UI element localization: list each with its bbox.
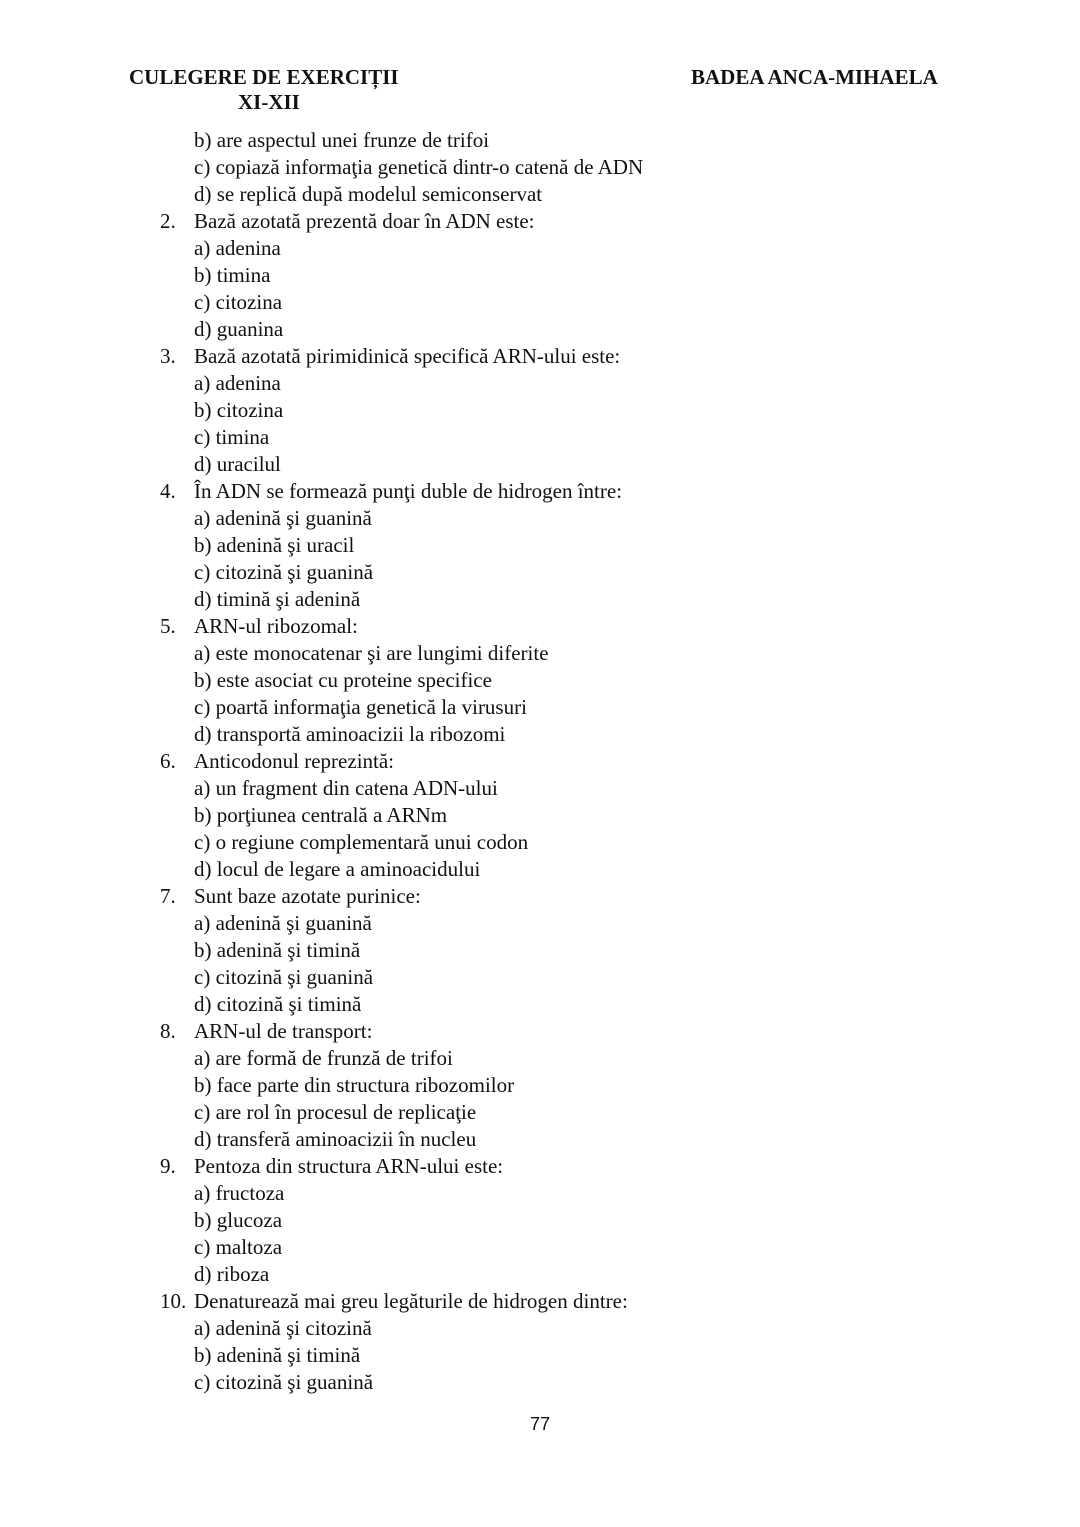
option-text: b) glucoza bbox=[194, 1208, 283, 1232]
option-text: c) citozină şi guanină bbox=[194, 560, 374, 584]
option-text: c) poartă informaţia genetică la virusuri bbox=[194, 695, 527, 719]
option-text: c) copiază informaţia genetică dintr-o catenă de ADN bbox=[194, 155, 644, 179]
question-text: Bază azotată prezentă doar în ADN este: bbox=[194, 209, 535, 233]
option-text: a) adenină şi guanină bbox=[194, 911, 372, 935]
option-text: a) adenina bbox=[194, 236, 281, 260]
option-text: c) citozina bbox=[194, 290, 283, 314]
question-text: ARN-ul de transport: bbox=[194, 1019, 373, 1043]
option-text: b) face parte din structura ribozomilor bbox=[194, 1073, 515, 1097]
option-text: c) are rol în procesul de replicaţie bbox=[194, 1100, 477, 1124]
question-number: 7. bbox=[160, 884, 176, 908]
header-title: CULEGERE DE EXERCIȚII bbox=[129, 65, 399, 89]
option-text: b) porţiunea centrală a ARNm bbox=[194, 803, 448, 827]
question-text: În ADN se formează punţi duble de hidrogen între: bbox=[194, 479, 623, 503]
question-number: 5. bbox=[160, 614, 176, 638]
option-text: b) adenină şi uracil bbox=[194, 533, 355, 557]
option-text: c) citozină şi guanină bbox=[194, 965, 374, 989]
option-text: d) transportă aminoacizii la ribozomi bbox=[194, 722, 506, 746]
option-text: b) este asociat cu proteine specifice bbox=[194, 668, 492, 692]
question-text: ARN-ul ribozomal: bbox=[194, 614, 358, 638]
option-text: d) uracilul bbox=[194, 452, 281, 476]
question-number: 3. bbox=[160, 344, 176, 368]
option-text: a) adenină şi citozină bbox=[194, 1316, 372, 1340]
option-text: c) maltoza bbox=[194, 1235, 283, 1259]
header-grade: XI-XII bbox=[238, 90, 300, 114]
option-text: c) citozină şi guanină bbox=[194, 1370, 374, 1394]
question-number: 6. bbox=[160, 749, 176, 773]
option-text: a) adenina bbox=[194, 371, 281, 395]
option-text: d) riboza bbox=[194, 1262, 270, 1286]
option-text: d) guanina bbox=[194, 317, 284, 341]
option-text: d) locul de legare a aminoacidului bbox=[194, 857, 481, 881]
question-text: Anticodonul reprezintă: bbox=[194, 749, 395, 773]
option-text: a) are formă de frunză de trifoi bbox=[194, 1046, 453, 1070]
question-number: 4. bbox=[160, 479, 176, 503]
option-text: d) transferă aminoacizii în nucleu bbox=[194, 1127, 477, 1151]
option-text: a) fructoza bbox=[194, 1181, 285, 1205]
option-text: b) adenină şi timină bbox=[194, 1343, 361, 1367]
option-text: b) are aspectul unei frunze de trifoi bbox=[194, 128, 490, 152]
question-text: Pentoza din structura ARN-ului este: bbox=[194, 1154, 504, 1178]
option-text: d) se replică după modelul semiconservat bbox=[194, 182, 543, 206]
option-text: b) citozina bbox=[194, 398, 284, 422]
question-number: 10. bbox=[160, 1289, 187, 1313]
option-text: c) timina bbox=[194, 425, 270, 449]
option-text: b) timina bbox=[194, 263, 271, 287]
question-number: 9. bbox=[160, 1154, 176, 1178]
question-text: Denaturează mai greu legăturile de hidrogen dintre: bbox=[194, 1289, 628, 1313]
option-text: d) citozină şi timină bbox=[194, 992, 362, 1016]
option-text: d) timină şi adenină bbox=[194, 587, 361, 611]
question-text: Sunt baze azotate purinice: bbox=[194, 884, 421, 908]
page-number: 77 bbox=[529, 1414, 551, 1434]
question-number: 8. bbox=[160, 1019, 176, 1043]
question-text: Bază azotată pirimidinică specifică ARN-ului este: bbox=[194, 344, 621, 368]
option-text: a) este monocatenar şi are lungimi diferite bbox=[194, 641, 549, 665]
option-text: a) un fragment din catena ADN-ului bbox=[194, 776, 498, 800]
option-text: a) adenină şi guanină bbox=[194, 506, 372, 530]
question-number: 2. bbox=[160, 209, 176, 233]
option-text: b) adenină şi timină bbox=[194, 938, 361, 962]
option-text: c) o regiune complementară unui codon bbox=[194, 830, 529, 854]
header-author: BADEA ANCA-MIHAELA bbox=[691, 65, 938, 89]
